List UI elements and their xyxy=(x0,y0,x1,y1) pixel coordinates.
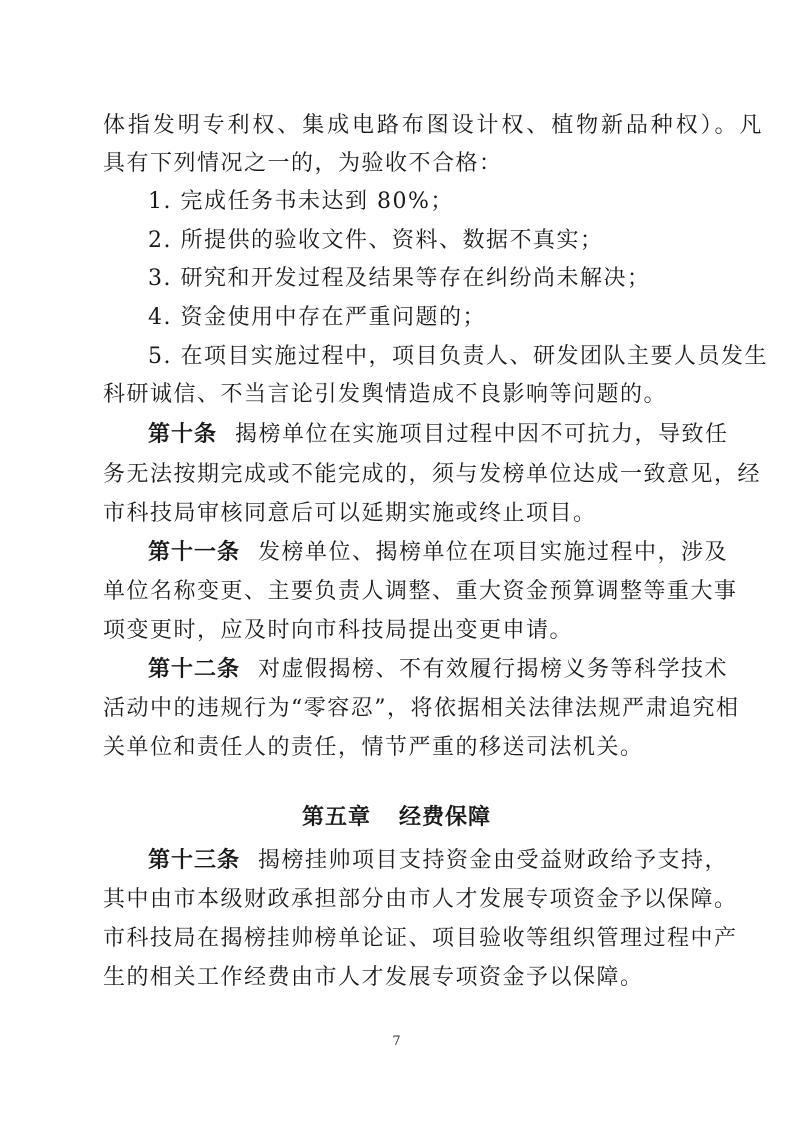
article-title: 第十三条 xyxy=(148,848,241,873)
article-text: 生的相关工作经费由市人才发展专项资金予以保障。 xyxy=(103,965,644,990)
article-text: 关单位和责任人的责任，情节严重的移送司法机关。 xyxy=(103,735,644,760)
article-text: 市科技局在揭榜挂帅榜单论证、项目验收等组织管理过程中产 xyxy=(103,926,738,951)
article-text: 项变更时，应及时向市科技局提出变更申请。 xyxy=(103,618,574,643)
article-12 xyxy=(0,652,793,688)
body-line: 具有下列情况之一的，为验收不合格： xyxy=(103,151,503,176)
page-number: 7 xyxy=(392,1034,401,1049)
article-text: 揭榜挂帅项目支持资金由受益财政给予支持， xyxy=(258,848,729,873)
article-text: 务无法按期完成或不能完成的，须与发榜单位达成一致意见，经 xyxy=(103,462,762,487)
article-11 xyxy=(0,535,793,571)
article-text: 活动中的违规行为“零容忍”，将依据相关法律法规严肃追究相 xyxy=(103,696,740,721)
chapter-title: 经费保障 xyxy=(399,805,492,830)
body-line: 科研诚信、不当言论引发舆情造成不良影响等问题的。 xyxy=(103,382,668,407)
list-item: 2. 所提供的验收文件、资料、数据不真实； xyxy=(148,228,604,253)
list-item: 3. 研究和开发过程及结果等存在纠纷尚未解决； xyxy=(148,266,651,291)
article-text: 单位名称变更、主要负责人调整、重大资金预算调整等重大事 xyxy=(103,579,738,604)
article-text: 揭榜单位在实施项目过程中因不可抗力，导致任 xyxy=(235,422,729,447)
article-title: 第十条 xyxy=(148,422,218,447)
chapter-heading xyxy=(0,800,793,836)
article-text: 其中由市本级财政承担部分由市人才发展专项资金予以保障。 xyxy=(103,887,738,912)
article-text: 市科技局审核同意后可以延期实施或终止项目。 xyxy=(103,501,597,526)
article-title: 第十一条 xyxy=(148,540,241,565)
article-10 xyxy=(0,417,793,453)
list-item: 1. 完成任务书未达到 80%； xyxy=(148,189,454,214)
article-13 xyxy=(0,843,793,879)
list-item: 4. 资金使用中存在严重问题的； xyxy=(148,305,486,330)
body-line: 体指发明专利权、集成电路布图设计权、植物新品种权）。凡 xyxy=(103,113,765,138)
list-item: 5. 在项目实施过程中，项目负责人、研发团队主要人员发生 xyxy=(148,344,768,369)
article-text: 对虚假揭榜、不有效履行揭榜义务等科学技术 xyxy=(258,657,729,682)
chapter-number: 第五章 xyxy=(301,805,371,830)
article-text: 发榜单位、揭榜单位在项目实施过程中，涉及 xyxy=(258,540,729,565)
article-title: 第十二条 xyxy=(148,657,241,682)
